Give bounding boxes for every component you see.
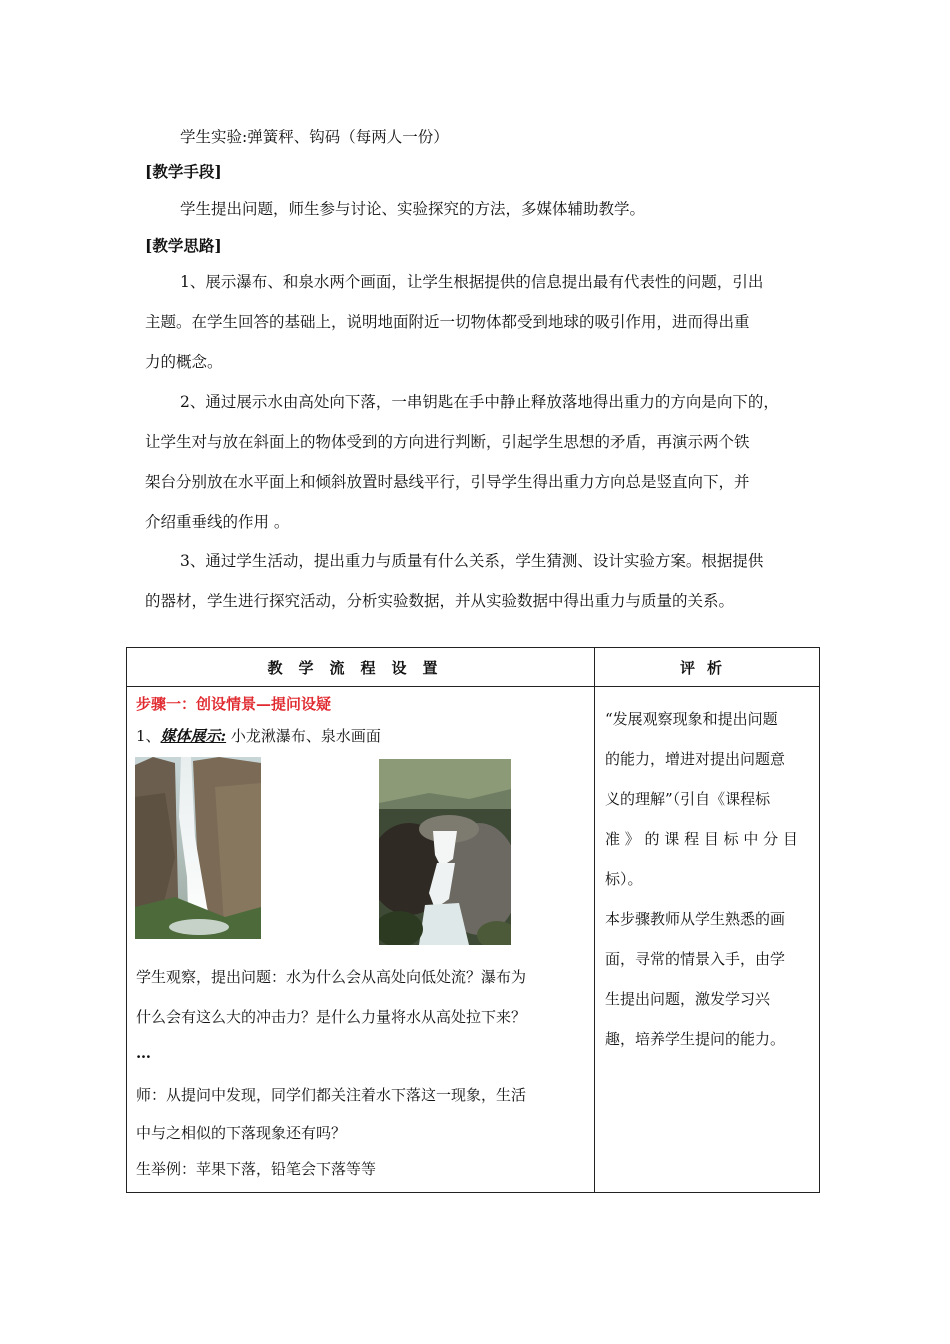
waterfall-photo-image bbox=[135, 757, 261, 939]
student-example-line: 生举例：苹果下落，铅笔会下落等等 bbox=[136, 1160, 377, 1178]
analysis-line1: “发展观察现象和提出问题 bbox=[605, 710, 778, 728]
flow-content-cell bbox=[127, 687, 595, 1193]
media-label: 媒体展示: bbox=[160, 727, 227, 745]
idea2-line3: 架台分别放在水平面上和倾斜放置时悬线平行，引导学生得出重力方向总是竖直向下，并 bbox=[145, 473, 750, 491]
means-heading: [教学手段] bbox=[145, 162, 222, 181]
idea3-line1: 3、通过学生活动，提出重力与质量有什么关系，学生猜测、设计实验方案。根据提供 bbox=[180, 552, 764, 570]
idea1-line3: 力的概念。 bbox=[145, 353, 223, 371]
analysis-line6: 本步骤教师从学生熟悉的画 bbox=[605, 910, 786, 928]
teaching-flow-table bbox=[126, 647, 820, 1193]
teacher-line1: 师：从提问中发现，同学们都关注着水下落这一现象，生活 bbox=[136, 1086, 527, 1104]
student-question-line1: 学生观察，提出问题：水为什么会从高处向低处流？瀑布为 bbox=[136, 968, 527, 986]
means-text: 学生提出问题，师生参与讨论、实验探究的方法，多媒体辅助教学。 bbox=[180, 200, 646, 218]
ellipsis-line: … bbox=[136, 1044, 151, 1062]
idea2-line1: 2、通过展示水由高处向下落，一串钥匙在手中静止释放落地得出重力的方向是向下的， bbox=[180, 393, 779, 411]
teacher-line2: 中与之相似的下落现象还有吗？ bbox=[136, 1124, 347, 1142]
analysis-line9: 趣，培养学生提问的能力。 bbox=[605, 1030, 786, 1048]
analysis-line3: 义的理解”（引自《课程标 bbox=[605, 790, 771, 808]
media-line bbox=[136, 725, 381, 746]
analysis-line8: 生提出问题，激发学习兴 bbox=[605, 990, 771, 1008]
spring-photo-image bbox=[379, 759, 511, 945]
media-prefix: 1、 bbox=[136, 727, 161, 745]
equipment-line: 学生实验:弹簧秤、钩码（每两人一份） bbox=[180, 128, 449, 146]
analysis-cell bbox=[595, 687, 820, 1193]
idea2-line2: 让学生对与放在斜面上的物体受到的方向进行判断，引起学生思想的矛盾，再演示两个铁 bbox=[145, 433, 750, 451]
idea1-line2: 主题。在学生回答的基础上，说明地面附近一切物体都受到地球的吸引作用，进而得出重 bbox=[145, 313, 750, 331]
media-text: 小龙湫瀑布、泉水画面 bbox=[226, 727, 381, 745]
idea1-line1: 1、展示瀑布、和泉水两个画面，让学生根据提供的信息提出最有代表性的问题，引出 bbox=[180, 273, 764, 291]
idea2-line4: 介绍重垂线的作用 。 bbox=[145, 513, 290, 531]
header-analysis: 评析 bbox=[595, 648, 820, 687]
step-one-title: 步骤一：创设情景—提问设疑 bbox=[136, 695, 332, 713]
analysis-line4: 准 》 的 课 程 目 标 中 分 目 bbox=[605, 830, 798, 848]
student-question-line2: 什么会有这么大的冲击力？是什么力量将水从高处拉下来？ bbox=[136, 1008, 527, 1026]
analysis-line2: 的能力，增进对提出问题意 bbox=[605, 750, 786, 768]
header-flow-setup: 教学流程设置 bbox=[127, 648, 595, 687]
ideas-heading: [教学思路] bbox=[145, 236, 222, 255]
analysis-line7: 面，寻常的情景入手，由学 bbox=[605, 950, 786, 968]
analysis-line5: 标）。 bbox=[605, 870, 643, 888]
idea3-line2: 的器材，学生进行探究活动，分析实验数据，并从实验数据中得出重力与质量的关系。 bbox=[145, 592, 735, 610]
